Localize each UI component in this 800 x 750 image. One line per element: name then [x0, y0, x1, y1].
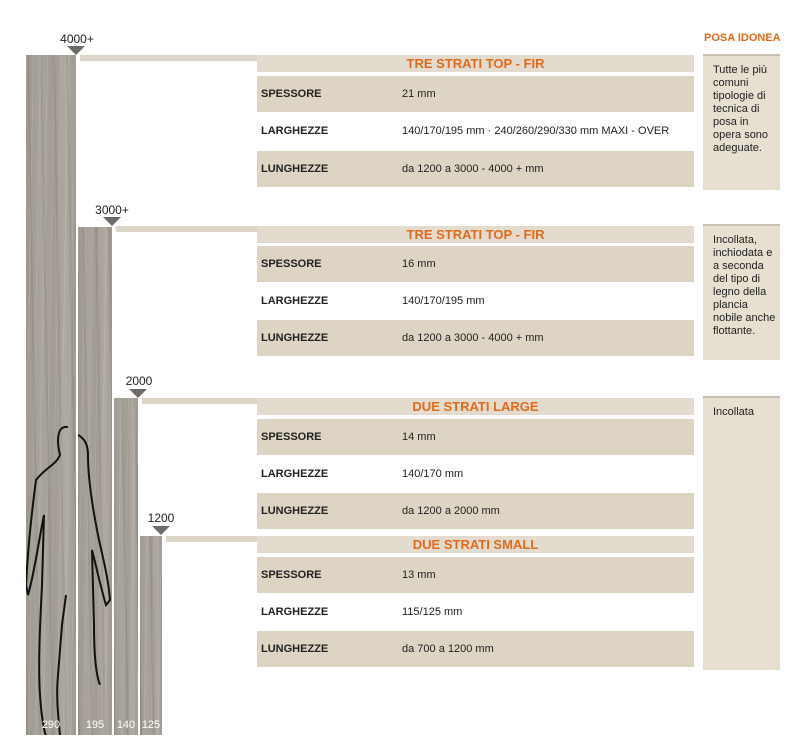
spec-value: 14 mm — [402, 431, 436, 443]
spec-row — [257, 419, 694, 455]
posa-note-text: Incollata, inchiodata e a seconda del tipo di legno della plancia nobile anche flottante. — [713, 234, 776, 337]
spec-label: LARGHEZZE — [261, 606, 329, 618]
spec-row — [257, 594, 694, 630]
spec-row — [257, 456, 694, 492]
marker-triangle — [129, 389, 147, 398]
posa-note-text: Tutte le più comuni tipologie di tecnica di posa in opera sono adeguate. — [713, 64, 769, 154]
section-title: TRE STRATI TOP - FIR — [257, 226, 694, 243]
spec-label: LUNGHEZZE — [261, 643, 329, 655]
human-silhouette-part — [78, 425, 112, 685]
spec-value: da 1200 a 3000 - 4000 + mm — [402, 332, 544, 344]
spec-label: SPESSORE — [261, 258, 322, 270]
spec-label: LUNGHEZZE — [261, 163, 329, 175]
plank-width-label: 290 — [41, 719, 61, 731]
spec-label: SPESSORE — [261, 431, 322, 443]
spec-label: LARGHEZZE — [261, 468, 329, 480]
spec-value: 140/170/195 mm — [402, 295, 485, 307]
marker-triangle — [103, 217, 121, 226]
marker-triangle — [67, 46, 85, 55]
spec-label: LUNGHEZZE — [261, 332, 329, 344]
spec-label: SPESSORE — [261, 88, 322, 100]
spec-value: da 1200 a 2000 mm — [402, 505, 500, 517]
spec-value: da 1200 a 3000 - 4000 + mm — [402, 163, 544, 175]
spec-row — [257, 493, 694, 529]
posa-note-text: Incollata — [713, 406, 754, 418]
plank-width-label: 125 — [141, 719, 161, 731]
connector-line — [116, 226, 257, 232]
human-silhouette — [26, 425, 76, 735]
spec-value: 16 mm — [402, 258, 436, 270]
height-label-4000: 4000+ — [60, 32, 94, 46]
spec-row — [257, 76, 694, 112]
plank-290 — [26, 55, 76, 735]
spec-row — [257, 113, 694, 149]
posa-note — [703, 54, 780, 190]
spec-value: 21 mm — [402, 88, 436, 100]
plank-195 — [78, 227, 112, 735]
connector-line — [80, 55, 257, 61]
spec-row — [257, 246, 694, 282]
height-label-1200: 1200 — [147, 511, 175, 525]
plank-width-label: 140 — [116, 719, 136, 731]
spec-value: 140/170/195 mm · 240/260/290/330 mm MAXI - OVER — [402, 125, 670, 137]
posa-note — [703, 396, 780, 670]
spec-label: LUNGHEZZE — [261, 505, 329, 517]
connector-line — [166, 536, 257, 542]
section-title: DUE STRATI SMALL — [257, 536, 694, 553]
plank-140 — [114, 398, 138, 735]
posa-note — [703, 224, 780, 360]
spec-value: 140/170 mm — [402, 468, 464, 480]
plank-width-label: 195 — [85, 719, 105, 731]
plank-125 — [140, 536, 162, 735]
connector-line — [142, 398, 257, 404]
height-label-3000: 3000+ — [95, 203, 129, 217]
spec-row — [257, 151, 694, 187]
spec-value: 115/125 mm — [402, 606, 463, 618]
spec-label: LARGHEZZE — [261, 295, 329, 307]
posa-idonea-header: POSA IDONEA — [704, 32, 781, 44]
spec-label: SPESSORE — [261, 569, 322, 581]
marker-triangle — [152, 526, 170, 535]
spec-value: 13 mm — [402, 569, 436, 581]
section-title: TRE STRATI TOP - FIR — [257, 55, 694, 72]
spec-row — [257, 283, 694, 319]
height-label-2000: 2000 — [125, 374, 153, 388]
spec-row — [257, 631, 694, 667]
section-title: DUE STRATI LARGE — [257, 398, 694, 415]
spec-value: da 700 a 1200 mm — [402, 643, 494, 655]
spec-row — [257, 320, 694, 356]
spec-label: LARGHEZZE — [261, 125, 329, 137]
spec-row — [257, 557, 694, 593]
